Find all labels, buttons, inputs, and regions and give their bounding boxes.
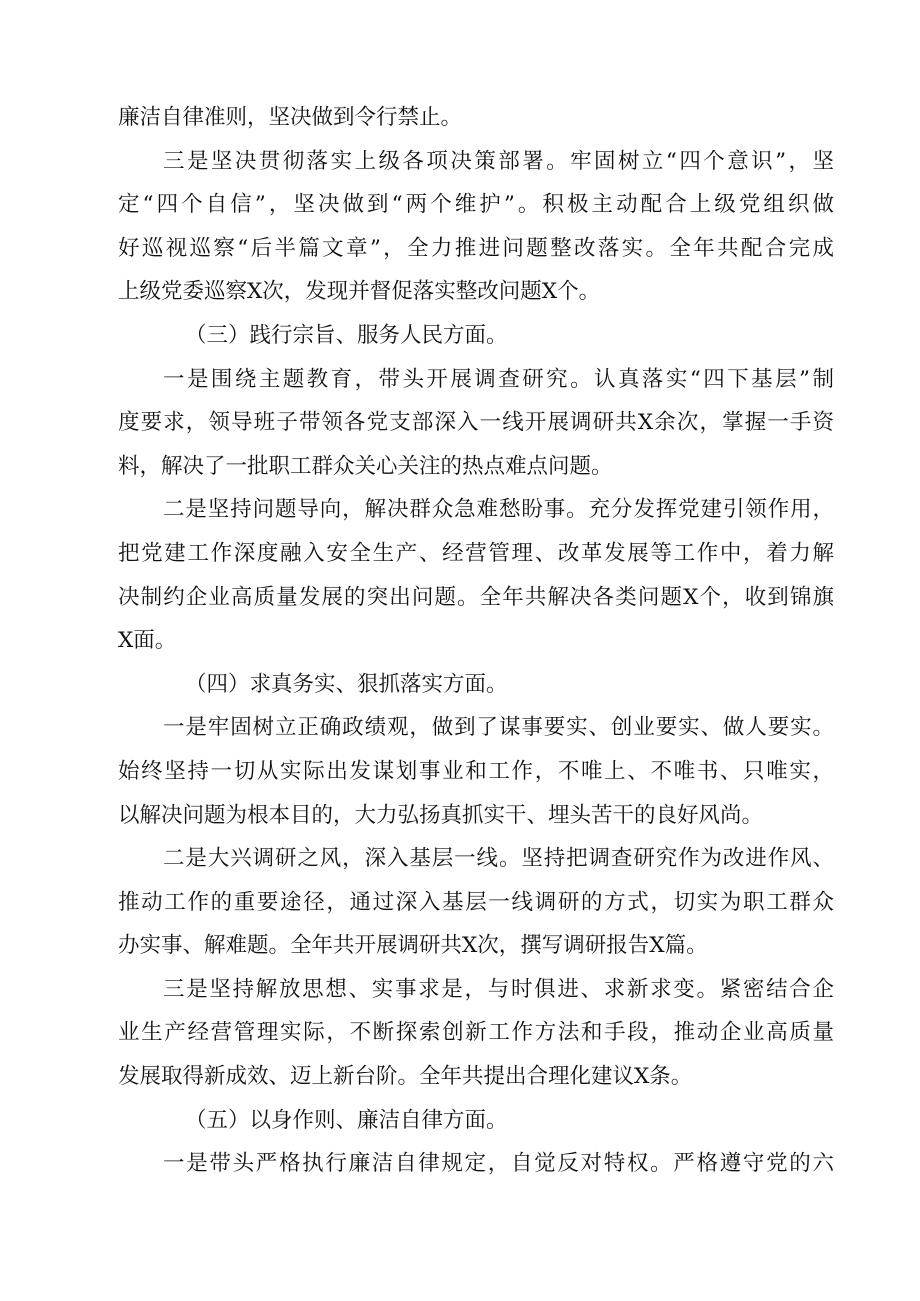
- text-line: 二是坚持问题导向，解决群众急难愁盼事。充分发挥党建引领作用，: [163, 497, 834, 523]
- text-line: 料，解决了一批职工群众关心关注的热点难点问题。: [118, 453, 613, 479]
- document-body: [118, 96, 834, 1186]
- text-line: 三是坚持解放思想、实事求是，与时俱进、求新求变。紧密结合企: [163, 976, 834, 1002]
- text-line: 推动工作的重要途径，通过深入基层一线调研的方式，切实为职工群众: [118, 889, 834, 915]
- text-line: 一是牢固树立正确政绩观，做到了谋事要实、创业要实、做人要实。: [163, 715, 834, 741]
- text-line: 定“四个自信”，坚决做到“两个维护”。积极主动配合上级党组织做: [118, 192, 834, 218]
- text-line: 办实事、解难题。全年共开展调研共X次，撰写调研报告X篇。: [118, 933, 708, 959]
- section-heading: （五）以身作则、廉洁自律方面。: [185, 1107, 508, 1133]
- text-line: 把党建工作深度融入安全生产、经营管理、改革发展等工作中，着力解: [118, 540, 834, 566]
- text-line: 一是带头严格执行廉洁自律规定，自觉反对特权。严格遵守党的六: [163, 1151, 834, 1177]
- text-line: 发展取得新成效、迈上新台阶。全年共提出合理化建议X条。: [118, 1064, 693, 1090]
- text-line: 三是坚决贯彻落实上级各项决策部署。牢固树立“四个意识”，坚: [163, 148, 834, 174]
- text-line: X面。: [118, 628, 177, 654]
- text-line: 以解决问题为根本目的，大力弘扬真抓实干、埋头苦干的良好风尚。: [118, 802, 764, 828]
- text-line: 始终坚持一切从实际出发谋划事业和工作，不唯上、不唯书、只唯实，: [118, 758, 834, 784]
- text-line: 决制约企业高质量发展的突出问题。全年共解决各类问题X个，收到锦旗: [118, 584, 834, 610]
- section-heading: （三）践行宗旨、服务人民方面。: [185, 322, 508, 348]
- text-line: 一是围绕主题教育，带头开展调查研究。认真落实“四下基层”制: [163, 366, 834, 392]
- text-line: 好巡视巡察“后半篇文章”，全力推进问题整改落实。全年共配合完成: [118, 235, 834, 261]
- text-line: 廉洁自律准则，坚决做到令行禁止。: [118, 105, 463, 130]
- text-line: 度要求，领导班子带领各党支部深入一线开展调研共X余次，掌握一手资: [118, 410, 834, 436]
- text-line: 二是大兴调研之风，深入基层一线。坚持把调查研究作为改进作风、: [163, 846, 834, 872]
- text-line: 上级党委巡察X次，发现并督促落实整改问题X个。: [118, 279, 601, 305]
- section-heading: （四）求真务实、狠抓落实方面。: [185, 671, 508, 697]
- text-line: 业生产经营管理实际，不断探索创新工作方法和手段，推动企业高质量: [118, 1020, 834, 1046]
